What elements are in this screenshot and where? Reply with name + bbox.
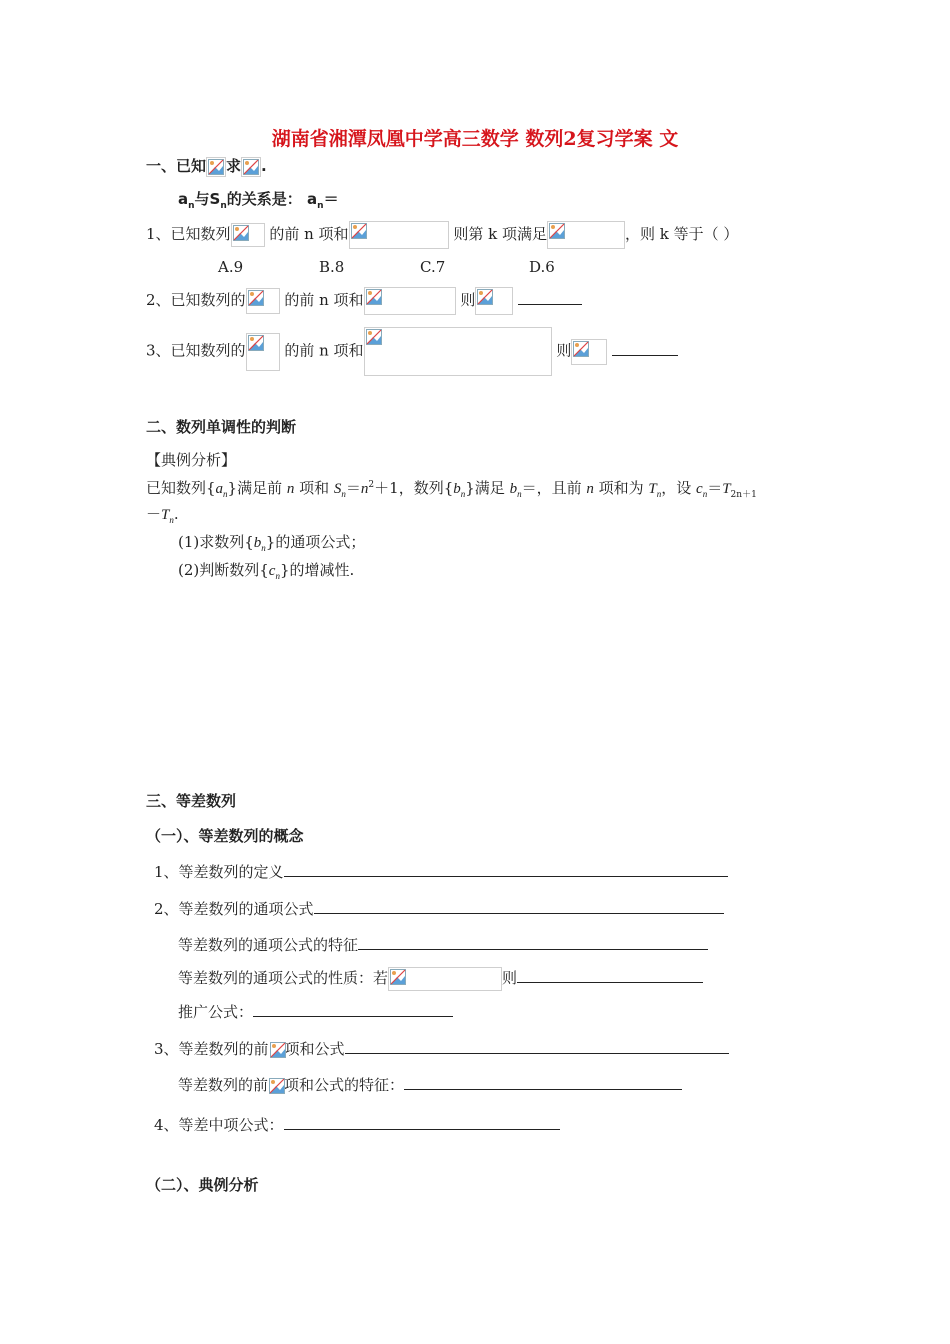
item-2b	[178, 967, 703, 991]
heading-period: .	[261, 157, 267, 175]
sub-n: n	[517, 489, 522, 499]
t: 等差数列的通项公式的性质：若	[178, 969, 389, 987]
t: 已知数列{	[146, 479, 216, 497]
relation-sub: n	[317, 201, 324, 211]
section-2-heading: 二、数列单调性的判断	[146, 418, 297, 436]
heading-text: 一、已知	[146, 157, 207, 175]
broken-image-icon	[233, 225, 249, 241]
t: }的通项公式；	[265, 533, 366, 551]
t: }满足前	[227, 479, 287, 497]
q3-text-a: 3、已知数列的	[146, 341, 246, 360]
t: 等差数列的通项公式的特征	[178, 936, 359, 954]
relation-sub: n	[188, 201, 195, 211]
t: .	[173, 505, 179, 523]
t: ＝，且前	[521, 479, 587, 497]
t: ＋1，数列{	[374, 479, 454, 497]
sub-n: n	[460, 489, 466, 499]
answer-blank[interactable]	[404, 1075, 682, 1090]
q2-text-c: 则	[460, 291, 476, 309]
formula-image	[364, 287, 456, 315]
formula-image	[206, 157, 226, 177]
broken-image-icon	[390, 969, 406, 985]
t: 推广公式：	[178, 1003, 254, 1021]
answer-blank[interactable]	[345, 1039, 729, 1054]
t: ＝	[345, 479, 361, 497]
formula-image	[571, 339, 607, 365]
t: (2)判断数列{	[178, 561, 269, 579]
answer-blank[interactable]	[612, 341, 678, 356]
var-T: T	[648, 481, 657, 497]
sub-n: n	[702, 489, 708, 499]
example-part-2	[178, 559, 354, 581]
broken-image-icon	[573, 341, 589, 357]
item-2a	[178, 934, 708, 955]
relation-a: a	[178, 190, 189, 208]
t: (1)求数列{	[178, 533, 254, 551]
answer-blank[interactable]	[284, 1115, 560, 1130]
q3-text-c: 则	[556, 341, 572, 360]
t: 则	[502, 969, 518, 987]
option-c: C.7	[420, 258, 446, 276]
sub-n: n	[261, 543, 266, 553]
t: 4、等差中项公式：	[154, 1116, 284, 1134]
section-1-heading	[146, 155, 267, 177]
question-1	[146, 221, 738, 249]
var-T: T	[722, 481, 731, 497]
formula-image	[388, 967, 502, 991]
q1-text-b: 的前 n 项和	[269, 225, 349, 243]
item-3	[154, 1038, 729, 1059]
section-3-heading: 三、等差数列	[146, 792, 237, 810]
q2-text-a: 2、已知数列的	[146, 291, 246, 309]
sub-n: n	[275, 571, 280, 581]
formula-image	[246, 333, 280, 371]
section-3-part-2: （二）、典例分析	[146, 1176, 259, 1194]
relation-sub: n	[220, 201, 227, 211]
t: }满足	[465, 479, 510, 497]
item-2	[154, 898, 724, 919]
var-b: b	[509, 481, 518, 497]
formula-image	[231, 223, 265, 247]
relation-b: 与S	[194, 190, 221, 208]
option-a: A.9	[218, 258, 244, 276]
relation-d: ＝	[323, 190, 339, 208]
t: ，设	[661, 479, 697, 497]
var-b: b	[453, 481, 461, 497]
sub-n: n	[223, 489, 228, 499]
broken-image-icon	[243, 159, 259, 175]
q1-text-a: 1、已知数列	[146, 225, 231, 243]
t: 项和为	[593, 479, 649, 497]
answer-blank[interactable]	[517, 968, 703, 983]
question-3	[146, 327, 678, 376]
t: 等差数列的前	[178, 1076, 269, 1094]
broken-image-icon	[549, 223, 565, 239]
example-part-1	[178, 531, 365, 553]
example-label: 【典例分析】	[146, 451, 237, 469]
answer-blank[interactable]	[518, 290, 582, 305]
question-2	[146, 287, 582, 315]
t: ＝	[707, 479, 723, 497]
sub-n: n	[341, 489, 346, 499]
relation-c: 的关系是： a	[226, 190, 318, 208]
item-4	[154, 1114, 560, 1135]
option-d: D.6	[529, 258, 555, 276]
var-c: c	[268, 563, 276, 579]
broken-image-icon	[351, 223, 367, 239]
q3-text-b: 的前 n 项和	[284, 341, 364, 360]
formula-image	[246, 288, 280, 314]
q2-text-b: 的前 n 项和	[284, 291, 364, 309]
sub-n: n	[169, 515, 174, 525]
broken-image-icon	[270, 1042, 286, 1058]
sub-2n1: 2n＋1	[730, 490, 757, 500]
formula-image	[547, 221, 625, 249]
var-n: n	[360, 481, 369, 497]
t: －	[146, 505, 162, 523]
broken-image-icon	[248, 290, 264, 306]
t: 3、等差数列的前	[154, 1040, 269, 1058]
var-c: c	[696, 481, 703, 497]
var-a: a	[215, 481, 224, 497]
t: 项和公式的特征：	[284, 1076, 405, 1094]
formula-image	[241, 157, 261, 177]
var-T: T	[161, 507, 170, 523]
t: 2、等差数列的通项公式	[154, 900, 314, 918]
formula-image	[349, 221, 449, 249]
relation-line	[178, 188, 339, 211]
example-line-2	[146, 503, 179, 525]
broken-image-icon	[269, 1078, 285, 1094]
heading-text-2: 求	[226, 157, 242, 175]
var-b: b	[253, 535, 262, 551]
t: 1、等差数列的定义	[154, 863, 284, 881]
answer-blank[interactable]	[314, 899, 724, 914]
sub-n: n	[656, 489, 662, 499]
formula-image	[364, 327, 552, 376]
item-2c	[178, 1001, 453, 1022]
broken-image-icon	[366, 289, 382, 305]
formula-image	[475, 287, 513, 315]
t: 项和公式	[284, 1040, 345, 1058]
t: 项和	[294, 479, 334, 497]
page-title: 湖南省湘潭凤凰中学高三数学 数列2复习学案 文	[271, 128, 679, 150]
broken-image-icon	[248, 335, 264, 351]
broken-image-icon	[366, 329, 382, 345]
item-3a	[178, 1074, 682, 1095]
var-S: S	[333, 481, 342, 497]
broken-image-icon	[477, 289, 493, 305]
q1-text-d: ，则 k 等于（ ）	[624, 225, 739, 243]
formula-image	[269, 1041, 285, 1059]
item-1	[154, 861, 728, 882]
var-n: n	[586, 481, 594, 497]
option-b: B.8	[319, 258, 345, 276]
section-3-part-1: （一）、等差数列的概念	[146, 827, 304, 845]
broken-image-icon	[208, 159, 224, 175]
t: }的增减性.	[279, 561, 355, 579]
answer-blank[interactable]	[253, 1002, 453, 1017]
answer-blank[interactable]	[284, 862, 728, 877]
example-line-1	[146, 477, 757, 500]
exp-2: 2	[368, 480, 375, 490]
answer-blank[interactable]	[358, 935, 708, 950]
formula-image	[268, 1077, 284, 1095]
q1-text-c: 则第 k 项满足	[453, 225, 547, 243]
var-n: n	[286, 481, 295, 497]
